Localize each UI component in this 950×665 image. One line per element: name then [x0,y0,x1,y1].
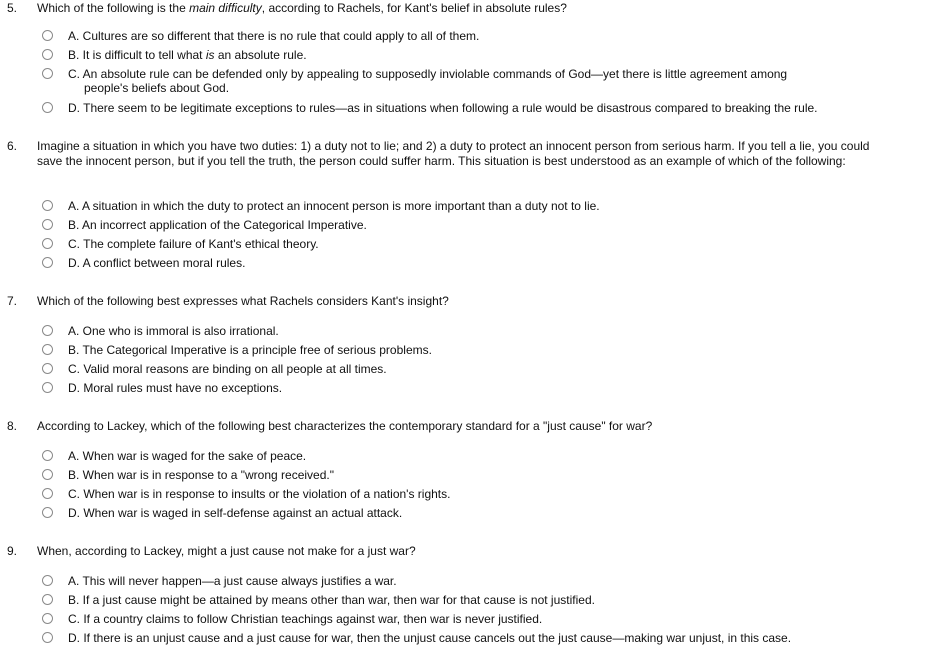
answer-option-6d[interactable] [42,256,922,274]
radio-button[interactable] [42,102,53,113]
answer-label: A. When war is waged for the sake of peace. [68,449,307,463]
question-text: Imagine a situation in which you have two duties: 1) a duty not to lie; and 2) a duty to protect an innocent person from serious harm. If you tell a lie, you could save the innocent person, but if you tell the truth, the person could suffer harm. This situation is best understood as an example of which of the following: [37,139,870,168]
answer-option-5a[interactable] [42,29,922,47]
answer-option-5d[interactable] [42,101,922,119]
answer-label-part: an absolute rule. [214,48,307,62]
answer-option-6c[interactable] [42,237,922,255]
answer-label: B. If a just cause might be attained by means other than war, then war for that cause is not justified. [68,593,595,607]
answer-option-7b[interactable] [42,343,922,361]
answer-label: C. Valid moral reasons are binding on all people at all times. [68,362,387,376]
answer-label-line: people's beliefs about God. [84,81,230,95]
answer-label: C. The complete failure of Kant's ethical theory. [68,237,319,251]
answer-label [68,48,307,62]
radio-button[interactable] [42,469,53,480]
question-number: 9. [7,544,18,558]
answer-label: D. When war is waged in self-defense against an actual attack. [68,506,403,520]
question-number: 6. [7,139,18,153]
answer-label: B. When war is in response to a "wrong received." [68,468,334,482]
radio-button[interactable] [42,507,53,518]
question-text [37,1,877,16]
answer-option-7a[interactable] [42,324,922,342]
answer-label: D. There seem to be legitimate exceptions to rules—as in situations when following a rule would be disastrous compared to breaking the rule. [68,101,818,115]
answer-option-8d[interactable] [42,506,922,524]
answer-option-9b[interactable] [42,593,922,611]
answer-label: A. This will never happen—a just cause always justifies a war. [68,574,397,588]
answer-option-7c[interactable] [42,362,922,380]
radio-button[interactable] [42,488,53,499]
radio-button[interactable] [42,238,53,249]
radio-button[interactable] [42,344,53,355]
answer-label-emphasis: is [205,48,215,62]
question-number: 5. [7,1,18,15]
answer-option-7d[interactable] [42,381,922,399]
radio-button[interactable] [42,200,53,211]
question-text: According to Lackey, which of the following best characterizes the contemporary standard for a "just cause" for war? [37,419,653,433]
answer-label: D. If there is an unjust cause and a just cause for war, then the unjust cause cancels out the just cause—making war unjust, in this case. [68,631,792,645]
answer-label: A. A situation in which the duty to protect an innocent person is more important than a duty not to lie. [68,199,600,213]
answer-option-9c[interactable] [42,612,922,630]
radio-button[interactable] [42,450,53,461]
answer-option-8c[interactable] [42,487,922,505]
answer-option-8b[interactable] [42,468,922,486]
answer-label: D. Moral rules must have no exceptions. [68,381,283,395]
answer-option-6b[interactable] [42,218,922,236]
answer-label: C. If a country claims to follow Christian teachings against war, then war is never justified. [68,612,543,626]
answer-option-5b[interactable] [42,48,922,66]
answer-option-9a[interactable] [42,574,922,592]
question-text-part: , according to Rachels, for Kant's belief in absolute rules? [261,1,567,15]
question-number: 7. [7,294,18,308]
radio-button[interactable] [42,575,53,586]
question-number: 8. [7,419,18,433]
radio-button[interactable] [42,613,53,624]
answer-option-5c[interactable] [42,67,922,97]
question-text-part: Which of the following is the [37,1,190,15]
radio-button[interactable] [42,382,53,393]
radio-button[interactable] [42,68,53,79]
answer-option-8a[interactable] [42,449,922,467]
answer-label: D. A conflict between moral rules. [68,256,246,270]
answer-label: B. The Categorical Imperative is a principle free of serious problems. [68,343,432,357]
answer-option-6a[interactable] [42,199,922,217]
answer-label-line: C. An absolute rule can be defended only by appealing to supposedly inviolable commands of God—yet there is little agreement among [68,67,788,81]
answer-label: A. One who is immoral is also irrational. [68,324,279,338]
answer-label: A. Cultures are so different that there is no rule that could apply to all of them. [68,29,480,43]
answer-label: C. When war is in response to insults or the violation of a nation's rights. [68,487,451,501]
answer-label: B. An incorrect application of the Categorical Imperative. [68,218,367,232]
question-text: Which of the following best expresses what Rachels considers Kant's insight? [37,294,449,308]
question-text-emphasis: main difficulty [189,1,262,15]
answer-label [68,67,787,95]
radio-button[interactable] [42,257,53,268]
question-text: When, according to Lackey, might a just cause not make for a just war? [37,544,416,558]
radio-button[interactable] [42,363,53,374]
answer-option-9d[interactable] [42,631,922,649]
radio-button[interactable] [42,30,53,41]
radio-button[interactable] [42,219,53,230]
radio-button[interactable] [42,594,53,605]
radio-button[interactable] [42,632,53,643]
answer-label-part: B. It is difficult to tell what [68,48,206,62]
radio-button[interactable] [42,325,53,336]
radio-button[interactable] [42,49,53,60]
